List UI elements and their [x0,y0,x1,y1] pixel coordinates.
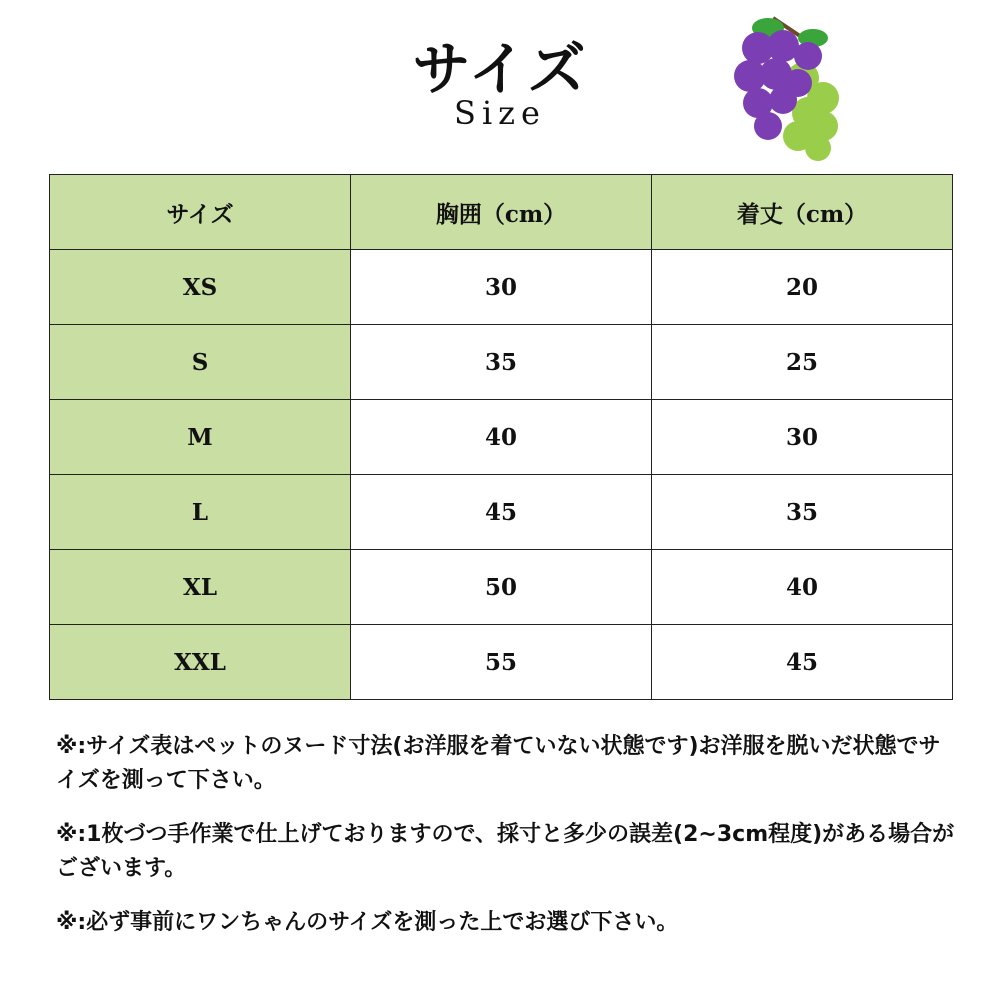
length-cell: 35 [652,475,953,550]
length-cell: 40 [652,550,953,625]
note-text: ※:1枚づつ手作業で仕上げておりますので、採寸と多少の誤差(2~3cm程度)がある場合がございます。 [56,822,955,881]
table-row [50,550,953,625]
length-cell: 25 [652,325,953,400]
size-cell: XXL [50,625,351,700]
table-row [50,625,953,700]
table-row [50,250,953,325]
column-header-chest: 胸囲（cm） [351,175,652,250]
chest-cell: 30 [351,250,652,325]
column-header-length: 着丈（cm） [652,175,953,250]
note-text: ※:サイズ表はペットのヌード寸法(お洋服を着ていない状態です)お洋服を脱いだ状態でサイズを測って下さい。 [56,734,941,793]
note-text: ※:必ず事前にワンちゃんのサイズを測った上でお選び下さい。 [56,910,679,935]
chest-cell: 40 [351,400,652,475]
size-cell: S [50,325,351,400]
page-subtitle: Size [454,94,546,132]
chest-cell: 35 [351,325,652,400]
table-row [50,475,953,550]
notes-section [56,730,956,960]
table-row [50,400,953,475]
length-cell: 30 [652,400,953,475]
size-table [49,174,953,700]
length-cell: 20 [652,250,953,325]
chest-cell: 45 [351,475,652,550]
chest-cell: 55 [351,625,652,700]
chest-cell: 50 [351,550,652,625]
size-cell: XL [50,550,351,625]
page-title: サイズ [412,35,588,103]
table-header-row [50,175,953,250]
grapes-icon [728,8,848,168]
size-cell: XS [50,250,351,325]
table-row [50,325,953,400]
size-cell: M [50,400,351,475]
size-cell: L [50,475,351,550]
length-cell: 45 [652,625,953,700]
column-header-size: サイズ [50,175,351,250]
